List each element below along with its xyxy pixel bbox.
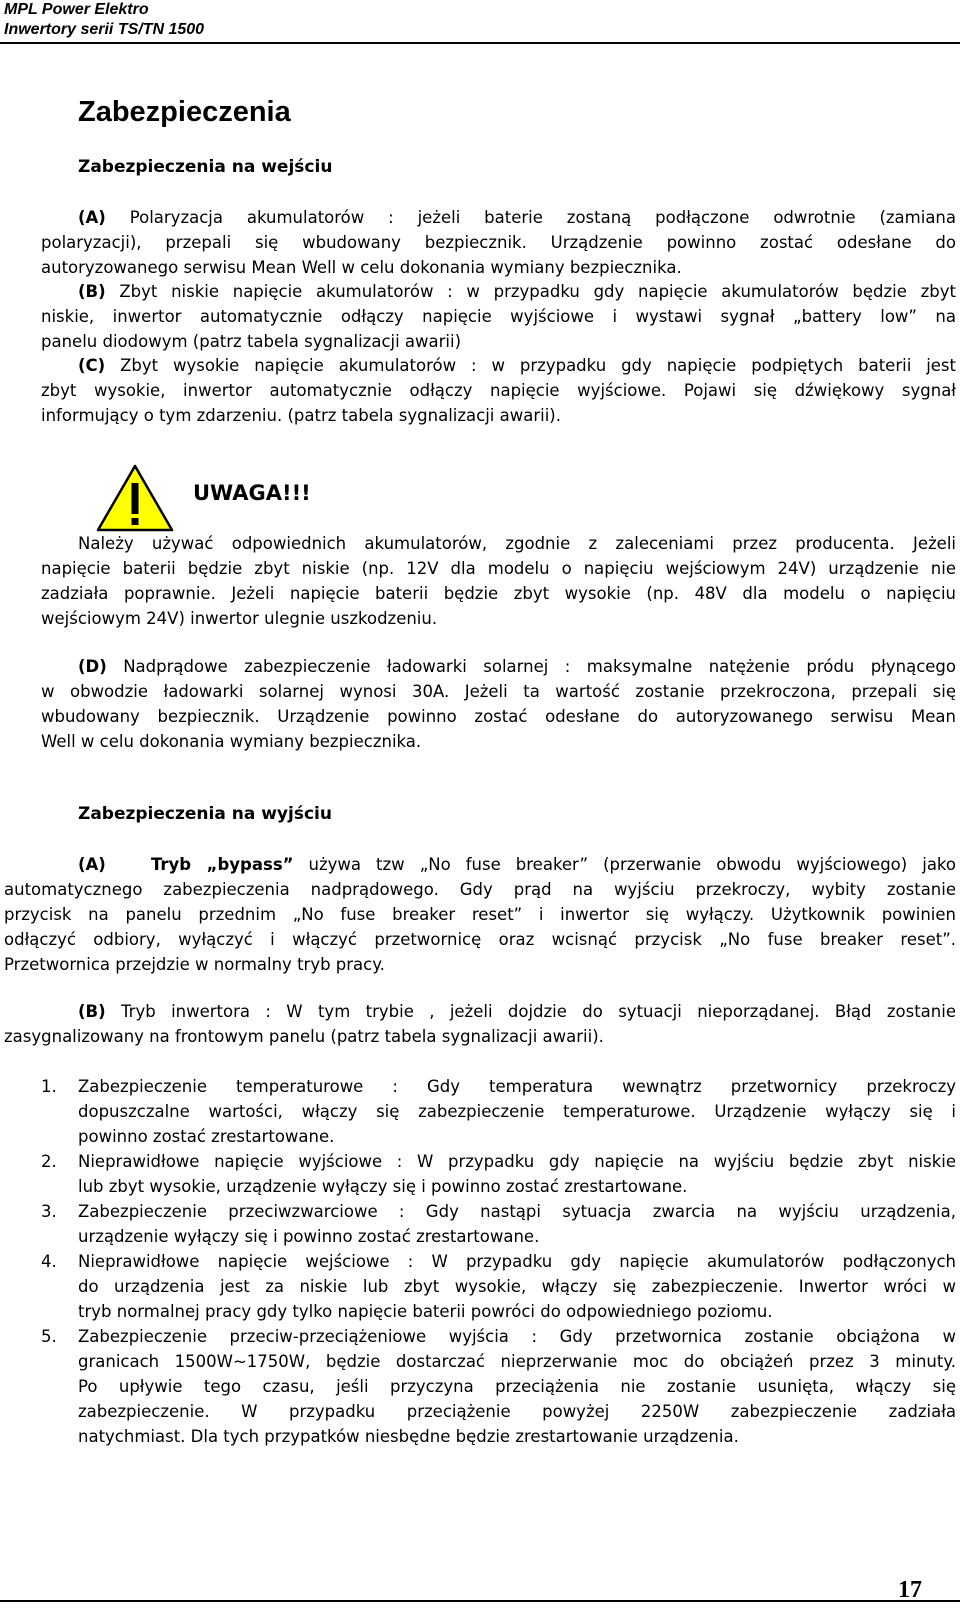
item-key: (A) xyxy=(78,208,106,227)
list-item-line: powinno zostać zrestartowane. xyxy=(78,1127,335,1146)
para-line: zasygnalizowany na frontowym panelu (patrz tabela sygnalizacji awarii). xyxy=(4,1027,604,1046)
item-key: (B) xyxy=(78,1002,106,1021)
header-rule xyxy=(0,42,960,44)
para-line: (B) Zbyt niskie napięcie akumulatorów : w przypadku gdy napięcie akumulatorów będzie zbyt xyxy=(78,282,956,301)
output-section-heading: Zabezpieczenia na wyjściu xyxy=(78,804,332,824)
item-key: (B) xyxy=(78,282,106,301)
page-title: Zabezpieczenia xyxy=(78,96,291,128)
input-section-heading: Zabezpieczenia na wejściu xyxy=(78,157,333,177)
para-line: (C) Zbyt wysokie napięcie akumulatorów : w przypadku gdy napięcie podpiętych baterii jest xyxy=(78,356,956,375)
para-line: (D) Nadprądowe zabezpieczenie ładowarki solarnej : maksymalne natężenie pródu płynącego xyxy=(78,657,956,676)
header-product: Inwertory serii TS/TN 1500 xyxy=(4,21,205,38)
input-paragraph-b xyxy=(41,279,956,354)
para-line: niskie, inwertor automatycznie odłączy napięcie wyjściowe i wystawi sygnał „battery low” na xyxy=(41,307,956,326)
para-line: wejściowym 24V) inwertor ulegnie uszkodzeniu. xyxy=(41,609,438,628)
para-line: odłączyć odbiory, wyłączyć i włączyć przetwornicę oraz wcisnąć przycisk „No fuse breaker reset”. xyxy=(4,930,956,949)
running-header xyxy=(4,0,204,40)
list-item-line: zabezpieczenie. W przypadku przeciążenie powyżej 2250W zabezpieczenie zadziała xyxy=(78,1402,956,1421)
list-item-line: tryb normalnej pracy gdy tylko napięcie baterii powróci do odpowiedniego poziomu. xyxy=(78,1302,773,1321)
item-key: (D) xyxy=(78,657,107,676)
para-line: (A) Polaryzacja akumulatorów : jeżeli baterie zostaną podłączone odwrotnie (zamiana xyxy=(78,208,956,227)
warning-triangle-icon xyxy=(95,463,175,533)
para-line: Należy używać odpowiednich akumulatorów, zgodnie z zaleceniami przez producenta. Jeżeli xyxy=(78,534,956,553)
page-number: 17 xyxy=(898,1577,922,1603)
list-item-line: Nieprawidłowe napięcie wejściowe : W przypadku gdy napięcie akumulatorów podłączonych xyxy=(78,1252,956,1271)
list-item-number: 3. xyxy=(41,1202,57,1221)
list-item-line: Zabezpieczenie przeciw-przeciążeniowe wyjścia : Gdy przetwornica zostanie obciążona w xyxy=(78,1327,956,1346)
list-item-line: Zabezpieczenie temperaturowe : Gdy temperatura wewnątrz przetwornicy przekroczy xyxy=(78,1077,956,1096)
para-line: w obwodzie ładowarki solarnej wynosi 30A. Jeżeli ta wartość zostanie przekroczona, przepali się xyxy=(41,682,956,701)
footer-rule xyxy=(0,1600,960,1602)
para-line: przycisk na panelu przednim „No fuse breaker reset” i inwertor się wyłączy. Użytkownik powinien xyxy=(4,905,956,924)
warning-paragraph xyxy=(41,531,956,631)
list-item-number: 4. xyxy=(41,1252,57,1271)
list-item-number: 5. xyxy=(41,1327,57,1346)
list-item-line: Po upływie tego czasu, jeśli przyczyna przeciążenia nie zostanie usunięta, włączy się xyxy=(78,1377,956,1396)
para-line: (B) Tryb inwertora : W tym trybie , jeżeli dojdzie do sytuacji nieporządanej. Błąd zostanie xyxy=(78,1002,956,1021)
para-line: zadziała poprawnie. Jeżeli napięcie baterii będzie zbyt wysokie (np. 48V dla modelu o napięciu xyxy=(41,584,956,603)
list-item-line: do urządzenia jest za niskie lub zbyt wysokie, włączy się zabezpieczenie. Inwertor wróci w xyxy=(78,1277,956,1296)
para-line: napięcie baterii będzie zbyt niskie (np. 12V dla modelu o napięciu wejściowym 24V) urządzenie nie xyxy=(41,559,956,578)
list-item-line: urządzenie wyłączy się i powinno zostać zrestartowane. xyxy=(78,1227,540,1246)
input-paragraph-d xyxy=(41,654,956,754)
list-item-line: granicach 1500W~1750W, będzie dostarczać nieprzerwanie moc do obciążeń przez 3 minuty. xyxy=(78,1352,956,1371)
para-line: panelu diodowym (patrz tabela sygnalizacji awarii) xyxy=(41,332,462,351)
header-company: MPL Power Elektro xyxy=(4,1,149,18)
para-line: Well w celu dokonania wymiany bezpiecznika. xyxy=(41,732,422,751)
list-item-line: natychmiast. Dla tych przypatków niesbędne będzie zrestartowanie urządzenia. xyxy=(78,1427,739,1446)
item-key: (C) xyxy=(78,356,106,375)
list-item xyxy=(0,1149,956,1199)
list-item-line: Nieprawidłowe napięcie wyjściowe : W przypadku gdy napięcie na wyjściu będzie zbyt niskie xyxy=(78,1152,956,1171)
list-item xyxy=(0,1324,956,1449)
para-line: polaryzacji), przepali się wbudowany bezpiecznik. Urządzenie powinno zostać odesłane do xyxy=(41,233,956,252)
protection-list xyxy=(0,1074,956,1449)
para-line: Przetwornica przejdzie w normalny tryb pracy. xyxy=(4,955,385,974)
para-line: zbyt wysokie, inwertor automatycznie odłączy napięcie wyjściowe. Pojawi się dźwiękowy sygnał xyxy=(41,381,956,400)
output-paragraph-b xyxy=(4,999,956,1049)
list-item-line: lub zbyt wysokie, urządzenie wyłączy się i powinno zostać zrestartowane. xyxy=(78,1177,688,1196)
para-line: automatycznego zabezpieczenia nadprądowego. Gdy prąd na wyjściu przekroczy, wybity zostanie xyxy=(4,880,956,899)
mode-name: Tryb „bypass” xyxy=(150,855,294,874)
input-paragraph-c xyxy=(41,353,956,428)
output-paragraph-a xyxy=(4,852,956,977)
list-item-number: 2. xyxy=(41,1152,57,1171)
input-paragraph-a xyxy=(41,205,956,280)
item-key: (A) xyxy=(78,855,106,874)
list-item-line: dopuszczalne wartości, włączy się zabezpieczenie temperaturowe. Urządzenie wyłączy się i xyxy=(78,1102,956,1121)
list-item xyxy=(0,1199,956,1249)
para-line: informujący o tym zdarzeniu. (patrz tabela sygnalizacji awarii). xyxy=(41,406,561,425)
list-item-line: Zabezpieczenie przeciwzwarciowe : Gdy nastąpi sytuacja zwarcia na wyjściu urządzenia, xyxy=(78,1202,956,1221)
list-item xyxy=(0,1249,956,1324)
para-line: autoryzowanego serwisu Mean Well w celu dokonania wymiany bezpiecznika. xyxy=(41,258,682,277)
para-line: (A) Tryb „bypass” używa tzw „No fuse breaker” (przerwanie obwodu wyjściowego) jako xyxy=(78,855,956,874)
para-line: wbudowany bezpiecznik. Urządzenie powinno zostać odesłane do autoryzowanego serwisu Mean xyxy=(41,707,956,726)
list-item xyxy=(0,1074,956,1149)
warning-label: UWAGA!!! xyxy=(193,481,311,505)
list-item-number: 1. xyxy=(41,1077,57,1096)
